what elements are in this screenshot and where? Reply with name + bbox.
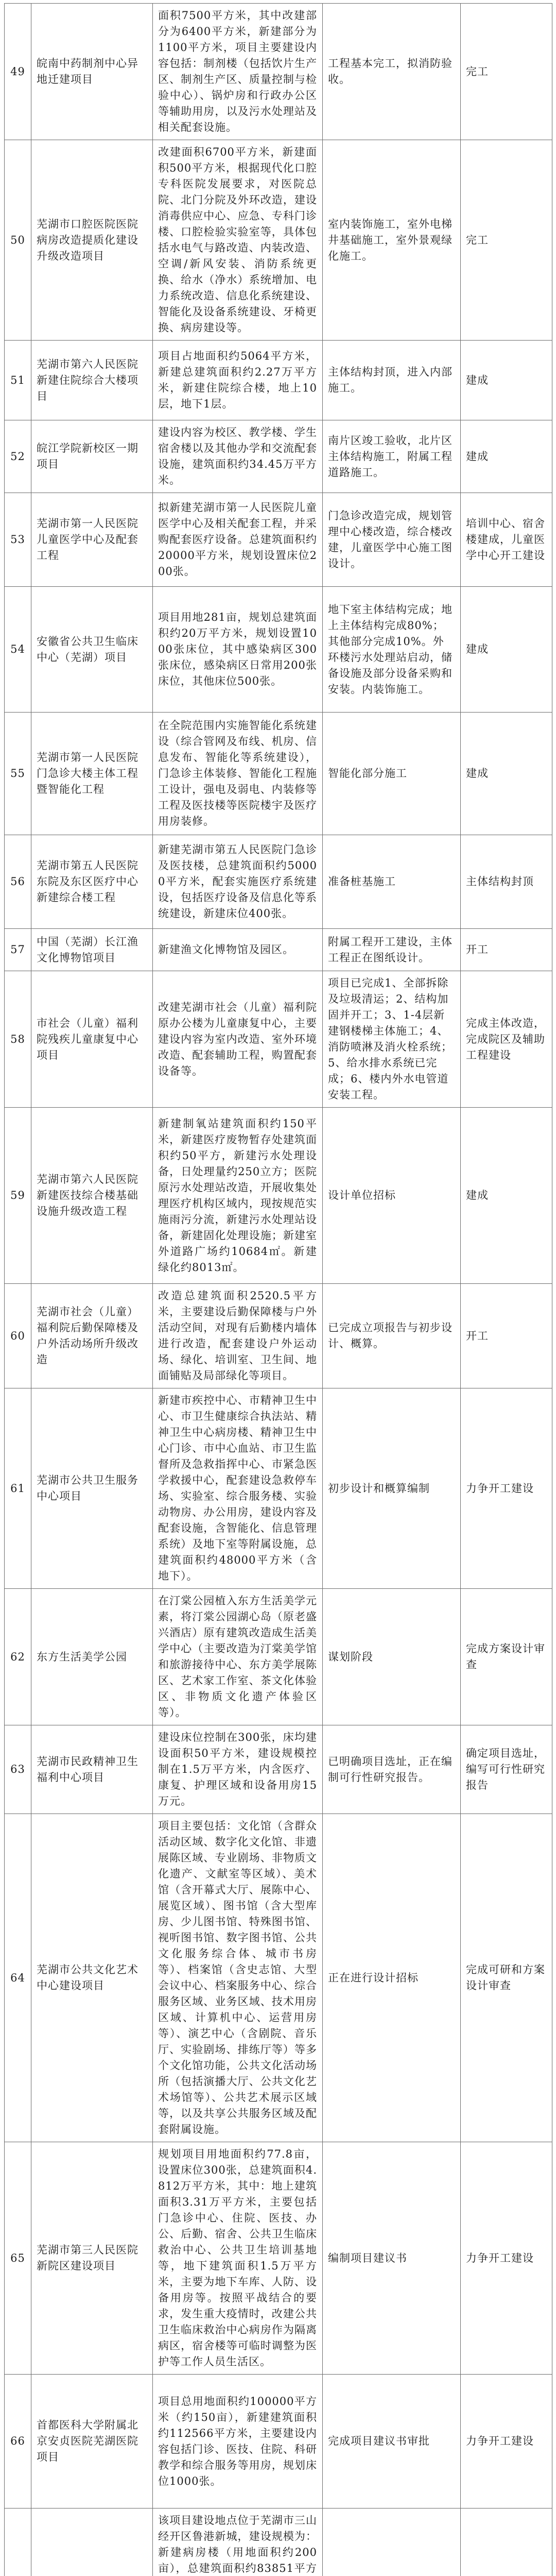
- project-target: 建成: [461, 341, 552, 420]
- project-progress: [323, 2509, 461, 2576]
- project-progress: 项目已完成1、全部拆除及垃圾清运；2、结构加固并开工；3、1-4层新建钢楼梯主体施工；4、消防喷淋及消火栓系统；5、给水排水系统已完成；6、楼内外水电管道安装工程。: [323, 971, 461, 1108]
- project-name: 芜湖市公共卫生服务中心项目: [31, 1388, 153, 1589]
- project-content: 项目主要包括：文化馆（含群众活动区域、数字化文化馆、非遗展陈区域、专业剧场、非物质文化遗产、文献室等区域）、美术馆（含开幕式大厅、展陈中心、展览区域）、图书馆（含大型库房、少儿图书馆、特殊图书馆、视听图书馆、数字图书馆、公共文化服务综合体、城市书房等）、档案馆（含史志馆、大型会议中心、档案服务中心、综合服务区域、业务区域、技术用房区域、计算机中心、运营用房等）、演艺中心（含剧院、音乐厅、实验剧场、排练厅等）等多个文化馆功能，公共文化活动场所（包括演播大厅、公共文化艺术场馆等）、公共艺术展示区域等，以及共享公共服务区域及配套附属设施。: [153, 1814, 323, 2142]
- project-name: 芜湖市第一人民医院门急诊大楼主体工程暨智能化工程: [31, 713, 153, 835]
- table-row: [5, 971, 552, 1108]
- table-row: [5, 1814, 552, 2142]
- project-progress: 门急诊改造完成，规划管理中心楼改造，综合楼改建，儿童医学中心施工图设计。: [323, 493, 461, 587]
- project-content: 在汀棠公园植入东方生活美学元素，将汀棠公园湖心岛（原老盛兴酒店）原有建筑改造成生活美学中心（主要改造为汀棠美学馆和旅游接待中心、东方美学展陈区、艺术家工作室、茶文化体验区、非物质文化遗产体验区等）。: [153, 1589, 323, 1725]
- project-name: 安徽省公共卫生临床中心（芜湖）项目: [31, 587, 153, 713]
- project-content: 项目总用地面积约100000平方米（约150亩），新建建筑面积约112566平方米，主要建设内容包括门诊、医技、住院、科研教学和综合服务等用房，规划床位1000张。: [153, 2375, 323, 2509]
- table-row: [5, 4, 552, 140]
- table-row: [5, 2509, 552, 2576]
- project-progress: 初步设计和概算编制: [323, 1388, 461, 1589]
- row-number: 63: [5, 1725, 31, 1814]
- project-progress: 智能化部分施工: [323, 713, 461, 835]
- project-progress: 主体结构封顶，进入内部施工。: [323, 341, 461, 420]
- table-row: [5, 929, 552, 971]
- row-number: [5, 2509, 31, 2576]
- project-target: 开工: [461, 1284, 552, 1388]
- project-target: 力争开工建设: [461, 2375, 552, 2509]
- row-number: 60: [5, 1284, 31, 1388]
- project-name: 芜湖市第六人民医院新建医技综合楼基础设施升级改造工程: [31, 1108, 153, 1284]
- table-row: [5, 1589, 552, 1725]
- project-content: 改建面积6700平方米，新建面积500平方米，根据现代化口腔专科医院发展要求，对医院总院、北门分院及外环改造，建设消毒供应中心、应急、专科门诊楼、口腔检验实验室等，具体包括水电气与路改造、内装改造、空调/新风安装、消防系统更换、给水（净水）系统增加、电力系统改造、信息化系统建设、智能化及设备系统建设、牙椅更换、病房建设等。: [153, 140, 323, 341]
- row-number: 64: [5, 1814, 31, 2142]
- project-progress: 编制项目建议书: [323, 2142, 461, 2375]
- project-target: 完成可研和方案设计审查: [461, 1814, 552, 2142]
- project-progress: 已明确项目选址，正在编制可行性研究报告。: [323, 1725, 461, 1814]
- project-content: 新建市疾控中心、市精神卫生中心、市卫生健康综合执法站、精神卫生中心病房楼、精神卫生中心门诊、市中心血站、市卫生监督所及急救指挥中心、市紧急医学救援中心，配套建设急救停车场、实验室、综合服务楼、实验动物房、办公用房，建设内容及配套设施，含智能化、信息管理系统）及地下室等附属设施，总建筑面积约48000平方米（含地下）。: [153, 1388, 323, 1589]
- row-number: 61: [5, 1388, 31, 1589]
- project-name: [31, 2509, 153, 2576]
- project-content: 建设内容为校区、教学楼、学生宿舍楼以及其他办学和交流配套设施，建筑面积约34.45万平方米。: [153, 420, 323, 493]
- project-target: 完成方案设计审查: [461, 1589, 552, 1725]
- project-progress: 地下室主体结构完成；地上主体结构完成80%；其他部分完成10%。外环楼污水处理站启动，储备设施及部分设备采购和安装。内装饰施工。: [323, 587, 461, 713]
- project-name: 芜湖市民政精神卫生福利中心项目: [31, 1725, 153, 1814]
- table-row: [5, 2142, 552, 2375]
- row-number: 52: [5, 420, 31, 493]
- project-content: 新建芜湖市第五人民医院门急诊及医技楼，总建筑面积约50000平方米，配套实施医疗系统建设，包括医疗设备及信息化等系统建设，新建床位400张。: [153, 835, 323, 929]
- table-row: [5, 835, 552, 929]
- row-number: 59: [5, 1108, 31, 1284]
- project-target: [461, 2509, 552, 2576]
- project-content: 建设床位控制在300张，床均建设面积50平方米，建设规模控制在1.5万平方米，内含医疗、康复、护理区域和设备用房15万元。: [153, 1725, 323, 1814]
- project-name: 芜湖市公共文化艺术中心建设项目: [31, 1814, 153, 2142]
- project-progress: 完成项目建议书审批: [323, 2375, 461, 2509]
- project-table: [4, 3, 552, 2576]
- project-content: 改建芜湖市社会（儿童）福利院原办公楼为儿童康复中心，主要建设内容为室内改造、室外环境改造、配套辅助工程，购置配套设备等。: [153, 971, 323, 1108]
- table-row: [5, 1725, 552, 1814]
- project-target: 建成: [461, 420, 552, 493]
- table-row: [5, 2375, 552, 2509]
- project-target: 建成: [461, 587, 552, 713]
- project-target: 完工: [461, 140, 552, 341]
- project-target: 建成: [461, 1108, 552, 1284]
- project-target: 力争开工建设: [461, 1388, 552, 1589]
- row-number: 53: [5, 493, 31, 587]
- table-row: [5, 1388, 552, 1589]
- project-name: 首都医科大学附属北京安贞医院芜湖医院项目: [31, 2375, 153, 2509]
- row-number: 50: [5, 140, 31, 341]
- project-progress: 正在进行设计招标: [323, 1814, 461, 2142]
- project-target: 培训中心、宿舍楼建成，儿童医学中心开工建设: [461, 493, 552, 587]
- project-content: 新建渔文化博物馆及园区。: [153, 929, 323, 971]
- project-name: 皖江学院新校区一期项目: [31, 420, 153, 493]
- project-content: 项目用地281亩，规划总建筑面积约20万平方米，规划设置1000张床位，其中感染病区300张床位，感染病区日常用200张床位，其他床位500张。: [153, 587, 323, 713]
- project-progress: 工程基本完工，拟消防验收。: [323, 4, 461, 140]
- project-name: 中国（芜湖）长江渔文化博物馆项目: [31, 929, 153, 971]
- project-content: 面积7500平方米，其中改建部分为6400平方米，新建部分为1100平方米，项目主要建设内容包括：制剂楼（包括饮片生产区、制剂生产区、质量控制与检验中心）、锅炉房和行政办公区等辅助用房，以及污水处理站及相关配套设施。: [153, 4, 323, 140]
- project-content: 规划项目用地面积约77.8亩，设置床位300张，总建筑面积4.812万平方米，其中：地上建筑面积3.31万平方米，主要包括门急诊中心、住院、医技、办公、后勤、宿舍、公共卫生临床救治中心、公共卫生培训基地等，地下建筑面积1.5万平方米，主要为地下车库、人防、设备用房等。按照平战结合的要求，发生重大疫情时，改建公共卫生临床救治中心病房作为隔离病区，宿舍楼等可临时调整为医护等工作人员生活区。: [153, 2142, 323, 2375]
- project-name: 芜湖市第五人民医院东院及东区医疗中心新建综合楼工程: [31, 835, 153, 929]
- project-progress: 准备桩基施工: [323, 835, 461, 929]
- project-name: 芜湖市社会（儿童）福利院后勤保障楼及户外活动场所升级改造: [31, 1284, 153, 1388]
- project-name: 皖南中药制剂中心异地迁建项目: [31, 4, 153, 140]
- row-number: 56: [5, 835, 31, 929]
- project-name: 芜湖市第三人民医院新院区建设项目: [31, 2142, 153, 2375]
- project-content: 该项目建设地点位于芜湖市三山经开区鲁港新城，建设规模为：新建病房楼（用地面积约200亩），总建筑面积约83851平方: [153, 2509, 323, 2576]
- project-progress: 室内装饰施工，室外电梯井基础施工，室外景观绿化施工。: [323, 140, 461, 341]
- table-row: [5, 420, 552, 493]
- project-name: 市社会（儿童）福利院残疾儿童康复中心项目: [31, 971, 153, 1108]
- row-number: 65: [5, 2142, 31, 2375]
- table-row: [5, 1108, 552, 1284]
- project-progress: 设计单位招标: [323, 1108, 461, 1284]
- row-number: 49: [5, 4, 31, 140]
- row-number: 58: [5, 971, 31, 1108]
- project-target: 建成: [461, 713, 552, 835]
- project-progress: 南片区竣工验收，北片区主体结构施工，附属工程道路施工。: [323, 420, 461, 493]
- table-row: [5, 341, 552, 420]
- project-content: 改造总建筑面积2520.5平方米，主要建设后勤保障楼与户外活动空间，对现有后勤楼内墙体进行改造，配套建设户外运动场、绿化、培训室、卫生间、地面铺贴及局部绿化等项目。: [153, 1284, 323, 1388]
- project-target: 主体结构封顶: [461, 835, 552, 929]
- project-name: 芜湖市第一人民医院儿童医学中心及配套工程: [31, 493, 153, 587]
- project-progress: 谋划阶段: [323, 1589, 461, 1725]
- table-row: [5, 713, 552, 835]
- row-number: 55: [5, 713, 31, 835]
- row-number: 66: [5, 2375, 31, 2509]
- table-row: [5, 493, 552, 587]
- project-target: 力争开工建设: [461, 2142, 552, 2375]
- row-number: 51: [5, 341, 31, 420]
- project-name: 东方生活美学公园: [31, 1589, 153, 1725]
- project-target: 开工: [461, 929, 552, 971]
- project-content: 在全院范围内实施智能化系统建设（综合管网及布线、机房、信息发布、智能化等系统建设），门急诊主体装修、智能化工程施工设计，强电及弱电、内装修等工程及医技楼等医院楼宇及医疗用房装修。: [153, 713, 323, 835]
- table-row: [5, 140, 552, 341]
- project-target: 完成主体改造，完成院区及辅助工程建设: [461, 971, 552, 1108]
- project-content: 新建制氧站建筑面积约150平米，新建医疗废物暂存处建筑面积约50平方，新建污水处理设备，日处理量约250立方；医院原污水处理站改造，开展收集处理医疗机构区域内，现按规范实施雨污分流，新建污水处理站设备，新建固化处理设施；新建室外道路广场约10684㎡。新建绿化约8013㎡。: [153, 1108, 323, 1284]
- project-target: 确定项目选址，编写可行性研究报告: [461, 1725, 552, 1814]
- project-content: 项目占地面积约5064平方米，新建总建筑面积约2.27万平方米，新建住院综合楼，地上10层，地下1层。: [153, 341, 323, 420]
- table-row: [5, 587, 552, 713]
- row-number: 57: [5, 929, 31, 971]
- project-name: 芜湖市第六人民医院新建住院综合大楼项目: [31, 341, 153, 420]
- row-number: 54: [5, 587, 31, 713]
- project-target: 完工: [461, 4, 552, 140]
- project-content: 拟新建芜湖市第一人民医院儿童医学中心及相关配套工程，并采购配套医疗设备。总建筑面积约20000平方米，规划设置床位200张。: [153, 493, 323, 587]
- table-row: [5, 1284, 552, 1388]
- project-name: 芜湖市口腔医院医院病房改造提质化建设升级改造项目: [31, 140, 153, 341]
- project-progress: 已完成立项报告与初步设计、概算。: [323, 1284, 461, 1388]
- row-number: 62: [5, 1589, 31, 1725]
- project-progress: 附属工程开工建设，主体工程正在图纸设计。: [323, 929, 461, 971]
